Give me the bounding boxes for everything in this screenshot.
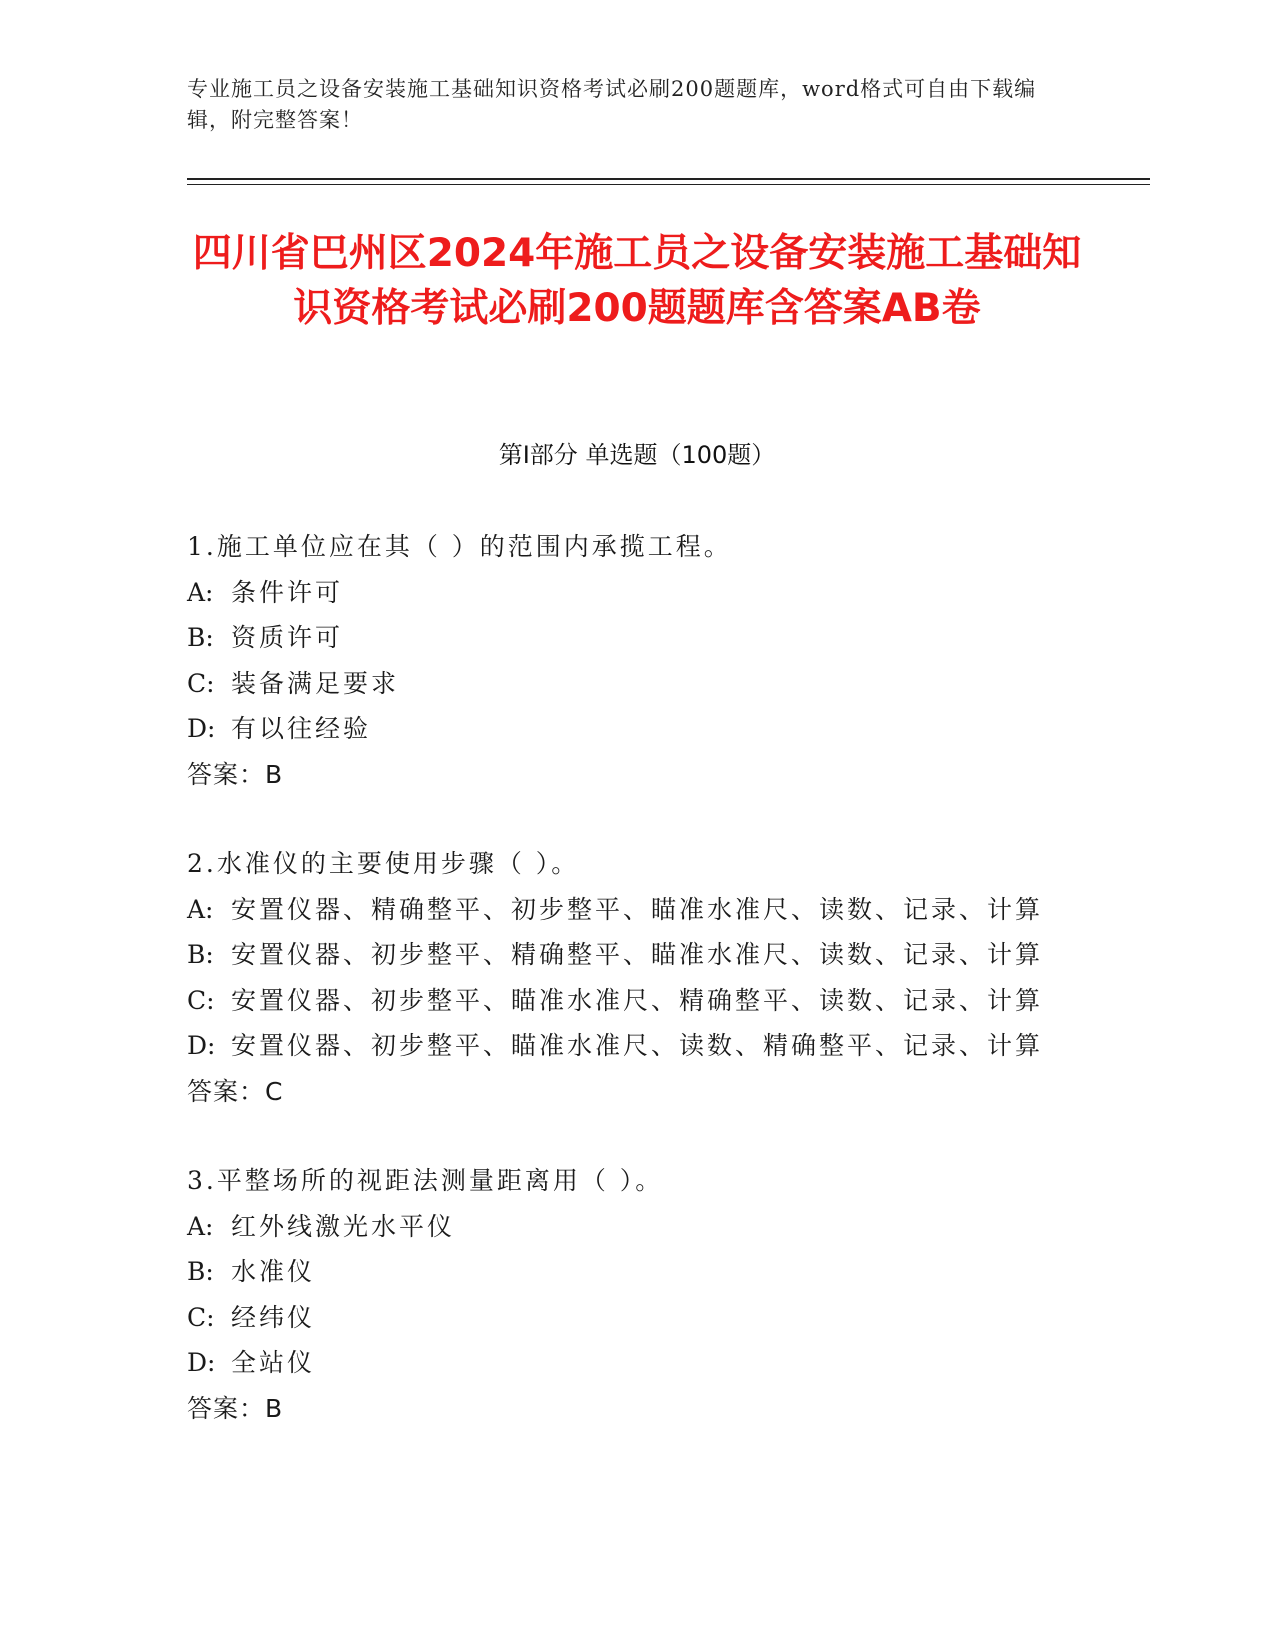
document-title: 四川省巴州区2024年施工员之设备安装施工基础知识资格考试必刷200题题库含答案AB卷 bbox=[192, 231, 1082, 331]
question-block bbox=[187, 841, 1087, 1114]
option-d bbox=[187, 706, 1087, 752]
option-text: 资质许可 bbox=[231, 623, 344, 652]
option-label: A: bbox=[187, 894, 214, 924]
header-rule-thick bbox=[187, 178, 1150, 180]
section-title: 第Ⅰ部分 单选题（100题） bbox=[498, 441, 776, 469]
question-stem: 3.平整场所的视距法测量距离用（ ）。 bbox=[187, 1166, 664, 1195]
option-label: B: bbox=[187, 1257, 214, 1286]
option-d bbox=[187, 1023, 1087, 1069]
question-block bbox=[187, 524, 1087, 797]
option-c bbox=[187, 661, 1087, 707]
option-b bbox=[187, 932, 1087, 978]
option-text: 安置仪器、初步整平、瞄准水准尺、精确整平、读数、记录、计算 bbox=[231, 985, 1044, 1015]
option-text: 水准仪 bbox=[231, 1257, 316, 1286]
option-label: A: bbox=[187, 1211, 214, 1241]
option-label: C: bbox=[187, 985, 215, 1015]
option-text: 条件许可 bbox=[231, 577, 344, 607]
header-rule-thin bbox=[187, 184, 1150, 185]
option-text: 全站仪 bbox=[231, 1348, 316, 1377]
option-d bbox=[187, 1340, 1087, 1386]
header-note: 专业施工员之设备安装施工基础知识资格考试必刷200题题库，word格式可自由下载编辑，附完整答案！ bbox=[187, 77, 1037, 132]
option-c bbox=[187, 978, 1087, 1024]
option-label: D: bbox=[187, 714, 216, 743]
option-a bbox=[187, 1204, 1087, 1250]
option-a bbox=[187, 570, 1087, 616]
option-text: 安置仪器、初步整平、瞄准水准尺、读数、精确整平、记录、计算 bbox=[231, 1031, 1044, 1060]
option-text: 安置仪器、精确整平、初步整平、瞄准水准尺、读数、记录、计算 bbox=[231, 894, 1044, 924]
answer-line: 答案：C bbox=[187, 1076, 284, 1106]
option-text: 红外线激光水平仪 bbox=[231, 1211, 456, 1241]
answer-line: 答案：B bbox=[187, 1393, 284, 1423]
option-b bbox=[187, 615, 1087, 661]
option-b bbox=[187, 1249, 1087, 1295]
option-text: 安置仪器、初步整平、精确整平、瞄准水准尺、读数、记录、计算 bbox=[231, 940, 1044, 969]
answer-line: 答案：B bbox=[187, 759, 284, 789]
option-c bbox=[187, 1295, 1087, 1341]
option-label: D: bbox=[187, 1031, 216, 1060]
option-label: C: bbox=[187, 668, 215, 698]
question-stem: 2.水准仪的主要使用步骤（ ）。 bbox=[187, 849, 580, 878]
option-label: C: bbox=[187, 1302, 215, 1332]
question-block bbox=[187, 1158, 1087, 1431]
option-label: B: bbox=[187, 940, 214, 969]
option-label: B: bbox=[187, 623, 214, 652]
option-label: D: bbox=[187, 1348, 216, 1377]
option-text: 经纬仪 bbox=[231, 1302, 316, 1332]
question-stem: 1.施工单位应在其（ ）的范围内承揽工程。 bbox=[187, 532, 732, 561]
option-label: A: bbox=[187, 577, 214, 607]
option-text: 有以往经验 bbox=[231, 714, 372, 743]
option-a bbox=[187, 887, 1087, 933]
option-text: 装备满足要求 bbox=[231, 668, 400, 698]
